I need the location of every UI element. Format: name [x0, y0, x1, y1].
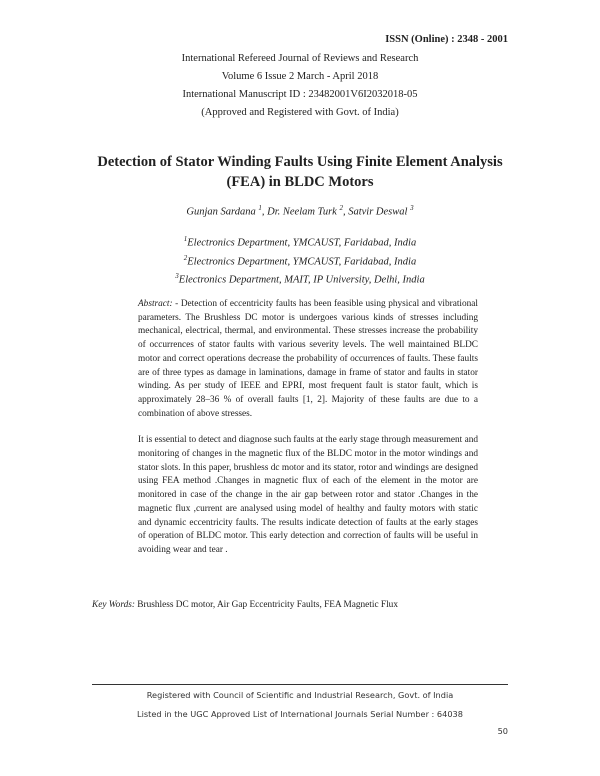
title-line-2: (FEA) in BLDC Motors — [226, 174, 374, 190]
journal-header — [0, 50, 600, 122]
title-line-1: Detection of Stator Winding Faults Using Finite Element Analysis — [97, 154, 503, 170]
author-sup: 1 — [258, 204, 262, 212]
approval-note: (Approved and Registered with Govt. of India) — [201, 107, 399, 118]
page-number: 50 — [497, 726, 508, 736]
footer-registration: Registered with Council of Scientific and Industrial Research, Govt. of India — [146, 690, 454, 700]
affiliation-text: Electronics Department, MAIT, IP University, Delhi, India — [178, 274, 425, 286]
affiliation — [0, 232, 600, 251]
abstract-paragraph-1 — [138, 298, 478, 421]
author-name: Satvir Deswal — [348, 206, 408, 218]
issn: ISSN (Online) : 2348 - 2001 — [385, 34, 508, 45]
author-list: Gunjan Sardana $^1$, Dr. Neelam Turk $^2$, Satvir Deswal $^3$ — [186, 204, 414, 218]
manuscript-id: International Manuscript ID : 23482001V6I2032018-05 — [182, 89, 418, 100]
keywords-label: Key Words: — [92, 600, 135, 610]
abstract — [138, 298, 478, 558]
volume-info: Volume 6 Issue 2 March - April 2018 — [221, 71, 379, 82]
author-sup: 2 — [339, 204, 343, 212]
paper-title — [60, 152, 540, 192]
journal-name: International Refereed Journal of Reviews and Research — [181, 53, 419, 64]
abstract-text-1: - Detection of eccentricity faults has been feasible using physical and vibrational parameters. The Brushless DC motor is undergoes various kinds of stresses including mechanical, electrical, thermal, and environmental. These stresses increase the probability of occurrences of stator faults with various severity levels. The well maintained BLDC motor and correct operations decrease the probability of occurrences of faults. These faults are of three types as damage in laminations, damage in frame of stator and faults in stator winding. As per study of IEEE and EPRI, most frequent fault is stator fault, which is approximately 28–36 % of overall faults [1, 2]. Majority of these faults are due to a combination of above stresses. — [138, 299, 478, 419]
affiliation-sup: 3 — [175, 272, 179, 280]
affiliation-text: Electronics Department, YMCAUST, Faridabad, India — [187, 256, 417, 267]
footer-divider — [92, 684, 508, 685]
affiliation-sup: 1 — [183, 235, 188, 243]
footer-ugc-listing: Listed in the UGC Approved List of International Journals Serial Number : 64038 — [137, 709, 463, 719]
author-name: Gunjan Sardana — [186, 206, 256, 218]
affiliation — [0, 251, 600, 270]
abstract-label: Abstract: — [138, 299, 173, 309]
author-sup: 3 — [410, 204, 414, 212]
abstract-paragraph-2: It is essential to detect and diagnose such faults at the early stage through measurement and monitoring of changes in the magnetic flux of the BLDC motor in the motor windings and stator slots. In this paper, brushless dc motor and its stator, rotor and windings are designed using FEA method .Changes in magnetic flux of each of the element in the motor are monitored in case of the change in the air gap between rotor and stator .Changes in the magnetic flux ,current are analysed using model of healthy and faulty motors with static and dynamic eccentricity faults. The results indicate detection of faults at the early stages of operation of BLDC motor. This early detection and correction of faults will be useful in avoiding wear and tear . — [138, 435, 479, 555]
keywords-text: Brushless DC motor, Air Gap Eccentricity Faults, FEA Magnetic Flux — [134, 600, 398, 610]
keywords — [92, 600, 398, 610]
affiliation-sup: 2 — [183, 253, 188, 262]
author-name: Dr. Neelam Turk — [267, 206, 337, 218]
affiliation-text: Electronics Department, YMCAUST, Faridabad, India — [187, 237, 417, 249]
affiliation — [0, 269, 600, 288]
affiliations — [0, 232, 600, 288]
